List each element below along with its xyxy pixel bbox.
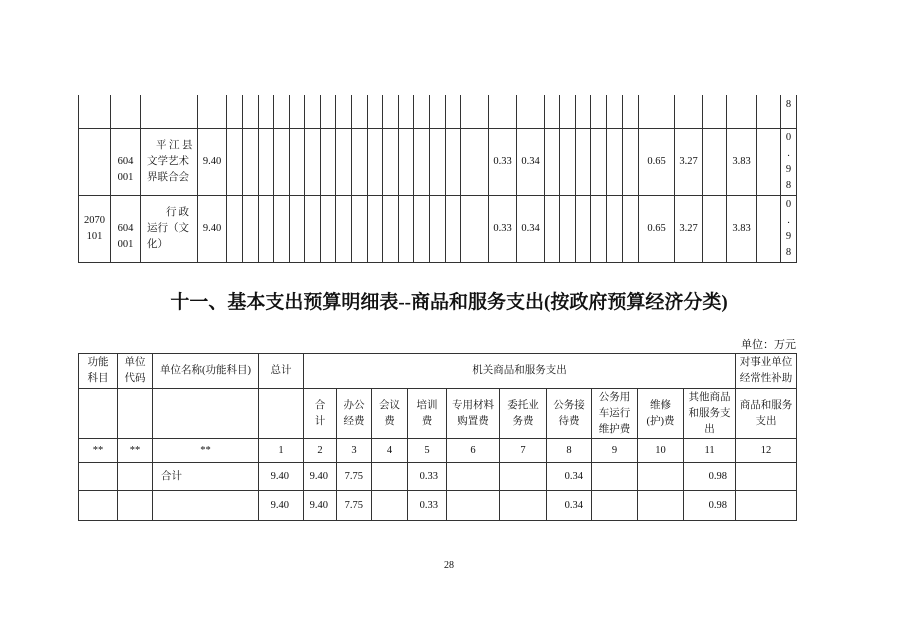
cell-text-line: 出 (704, 423, 715, 435)
unit-code-cell (118, 491, 153, 521)
cell-text-line: 支出 (755, 415, 777, 427)
office-cell: 7.75 (337, 491, 372, 521)
subheader-reception (547, 389, 592, 439)
cell-text-line: 办公 (343, 399, 365, 411)
cell-text-line: 务费 (512, 415, 534, 427)
cell-text-line: 会议 (379, 399, 400, 411)
subheader-materials (447, 389, 500, 439)
cell-text-line: 604 (117, 155, 134, 167)
cell-text-line: 9 (785, 163, 792, 175)
cell-text-line: 代码 (124, 373, 146, 384)
empty-cell (446, 95, 461, 128)
page-number: 28 (444, 560, 454, 571)
index-cell: ** (118, 439, 153, 463)
amount-cell: 0.34 (517, 195, 545, 262)
subheader-repair (638, 389, 684, 439)
index-cell: 3 (337, 439, 372, 463)
vehicle-cell (592, 463, 638, 491)
empty-cell (623, 195, 639, 262)
unit-code-cell (111, 195, 141, 262)
index-cell: 12 (736, 439, 797, 463)
header-unit-name: 单位名称(功能科目) (153, 354, 259, 389)
cell-text-line: 行政 (166, 206, 191, 218)
subheader-meeting (372, 389, 408, 439)
meeting-cell (372, 463, 408, 491)
office-cell: 7.75 (337, 463, 372, 491)
cell-text-line: . (787, 147, 790, 159)
empty-cell (517, 95, 545, 128)
empty-cell (757, 128, 781, 195)
subheader-other (684, 389, 736, 439)
subtotal-cell: 9.40 (304, 491, 337, 521)
cell-text-line: 车运行 (598, 407, 631, 419)
index-cell: 9 (592, 439, 638, 463)
subsidy-cell (736, 463, 797, 491)
func-code-cell (79, 128, 111, 195)
repair-cell (638, 491, 684, 521)
cell-text-line: 科目 (87, 373, 109, 384)
table-row (79, 195, 797, 262)
empty-cell (576, 95, 591, 128)
subheader-vehicle (592, 389, 638, 439)
empty-cell (336, 195, 352, 262)
amount-cell: 3.83 (727, 128, 757, 195)
empty-cell (274, 195, 290, 262)
empty-cell (591, 128, 607, 195)
cell-text-line: 8 (785, 99, 792, 110)
unit-code-cell (111, 128, 141, 195)
empty-cell (227, 195, 243, 262)
empty-cell (414, 128, 430, 195)
index-cell: ** (153, 439, 259, 463)
subheader-commission (500, 389, 547, 439)
empty-cell (430, 95, 446, 128)
table-row (79, 95, 797, 128)
cell-text-line: 待费 (558, 415, 580, 427)
empty-cell (259, 195, 274, 262)
empty-cell (290, 195, 305, 262)
unit-code-cell (111, 95, 141, 128)
cell-text-line: 维修 (650, 399, 671, 411)
cell-text-line: 对事业单位 (739, 357, 793, 368)
empty-cell (227, 95, 243, 128)
cell-text-line: 费 (421, 415, 433, 427)
empty-cell (79, 389, 118, 439)
amount-cell: 0.65 (639, 128, 675, 195)
vehicle-cell (592, 491, 638, 521)
cell-text-line: 费 (384, 415, 395, 427)
header-org-goods-services: 机关商品和服务支出 (304, 354, 736, 389)
amount-cell: 0.33 (489, 128, 517, 195)
training-cell: 0.33 (408, 491, 447, 521)
subheader-training (408, 389, 447, 439)
func-code-cell (79, 195, 111, 262)
total-cell: 9.40 (259, 491, 304, 521)
empty-cell (607, 128, 623, 195)
empty-cell (290, 95, 305, 128)
empty-cell (368, 95, 383, 128)
amount-cell: 3.27 (675, 128, 703, 195)
empty-cell (321, 195, 336, 262)
empty-cell (560, 195, 576, 262)
index-cell: 1 (259, 439, 304, 463)
empty-cell (703, 128, 727, 195)
cell-text-line: 单位 (124, 357, 146, 368)
unit-name-cell (141, 128, 198, 195)
empty-cell (243, 95, 259, 128)
cell-text-line: 化） (147, 238, 168, 250)
cell-text-line: 604 (117, 222, 134, 234)
empty-cell (414, 95, 430, 128)
reception-cell: 0.34 (547, 491, 592, 521)
total-cell (198, 95, 227, 128)
empty-cell (243, 128, 259, 195)
cell-text-line: 公务接 (553, 399, 585, 411)
empty-cell (352, 128, 368, 195)
empty-cell (545, 195, 560, 262)
cell-text-line: 计 (314, 415, 326, 427)
header-func-subject (79, 354, 118, 389)
materials-cell (447, 463, 500, 491)
section-title: 十一、基本支出预算明细表--商品和服务支出(按政府预算经济分类) (170, 292, 728, 313)
empty-cell (560, 95, 576, 128)
empty-cell (336, 128, 352, 195)
header-institution-subsidy (736, 354, 797, 389)
func-code-cell (79, 491, 118, 521)
empty-cell (703, 195, 727, 262)
subsidy-cell (736, 491, 797, 521)
subheader-row (79, 389, 797, 439)
empty-cell (290, 128, 305, 195)
empty-cell (607, 95, 623, 128)
empty-cell (305, 128, 321, 195)
cell-text-line: 0 (785, 131, 792, 143)
cell-text-line: 8 (785, 179, 792, 191)
empty-cell (336, 95, 352, 128)
empty-cell (399, 95, 414, 128)
index-cell: 5 (408, 439, 447, 463)
func-code-cell (79, 95, 111, 128)
cell-text-line: 和服务支 (688, 407, 731, 419)
column-index-row (79, 439, 797, 463)
subheader-office (337, 389, 372, 439)
cell-text-line: 培训 (416, 399, 438, 411)
empty-cell (259, 389, 304, 439)
unit-code-cell (118, 463, 153, 491)
wrapped-amount-cell (781, 128, 797, 195)
cell-text-line: 其他商品 (688, 391, 731, 403)
total-cell: 9.40 (259, 463, 304, 491)
cell-text-line: 8 (785, 246, 792, 258)
cell-text-line: 维护费 (598, 423, 631, 435)
cell-text-line: 公务用 (598, 391, 631, 403)
empty-cell (591, 95, 607, 128)
empty-cell (545, 95, 560, 128)
empty-cell (461, 128, 489, 195)
empty-cell (321, 128, 336, 195)
goods-services-expenditure-table (78, 353, 797, 521)
index-cell: ** (79, 439, 118, 463)
empty-cell (243, 195, 259, 262)
other-cell: 0.98 (684, 491, 736, 521)
total-cell: 9.40 (198, 195, 227, 262)
cell-text-line: 9 (785, 230, 792, 242)
empty-cell (675, 95, 703, 128)
header-total: 总计 (259, 354, 304, 389)
empty-cell (227, 128, 243, 195)
cell-text-line: 101 (86, 230, 103, 242)
empty-cell (118, 389, 153, 439)
commission-cell (500, 463, 547, 491)
cell-text-line: (护)费 (646, 415, 675, 427)
reception-cell: 0.34 (547, 463, 592, 491)
cell-text-line: 经费 (343, 415, 365, 427)
empty-cell (352, 195, 368, 262)
cell-text-line: . (787, 214, 790, 226)
cell-text-line: 平江县 (156, 139, 195, 151)
amount-cell: 0.65 (639, 195, 675, 262)
cell-text-line: 委托业 (507, 399, 539, 411)
total-cell: 9.40 (198, 128, 227, 195)
table-row (79, 491, 797, 521)
cell-text-line: 001 (117, 238, 134, 250)
subtotal-cell: 9.40 (304, 463, 337, 491)
unit-name-cell (153, 491, 259, 521)
empty-cell (153, 389, 259, 439)
amount-cell: 3.83 (727, 195, 757, 262)
header-row (79, 354, 797, 389)
index-cell: 6 (447, 439, 500, 463)
func-code-cell (79, 463, 118, 491)
table-row (79, 463, 797, 491)
empty-cell (489, 95, 517, 128)
empty-cell (576, 128, 591, 195)
cell-text-line: 商品和服务 (739, 399, 793, 411)
header-unit-code (118, 354, 153, 389)
other-cell: 0.98 (684, 463, 736, 491)
empty-cell (757, 195, 781, 262)
empty-cell (399, 195, 414, 262)
cell-text-line: 功能 (87, 357, 109, 368)
amount-cell: 0.33 (489, 195, 517, 262)
cell-text-line: 0 (785, 198, 792, 210)
index-cell: 4 (372, 439, 408, 463)
empty-cell (461, 195, 489, 262)
empty-cell (545, 128, 560, 195)
index-cell: 7 (500, 439, 547, 463)
cell-text-line: 运行（文 (147, 222, 189, 234)
cell-text-line: 合 (314, 399, 326, 411)
empty-cell (368, 128, 383, 195)
commission-cell (500, 491, 547, 521)
empty-cell (757, 95, 781, 128)
wrapped-amount-cell (781, 195, 797, 262)
empty-cell (383, 95, 399, 128)
cell-text-line: 专用材料 (452, 399, 494, 411)
empty-cell (414, 195, 430, 262)
empty-cell (399, 128, 414, 195)
empty-cell (305, 95, 321, 128)
subheader-subtotal (304, 389, 337, 439)
subheader-subsidy-goods (736, 389, 797, 439)
unit-name-cell (141, 95, 198, 128)
empty-cell (461, 95, 489, 128)
repair-cell (638, 463, 684, 491)
materials-cell (447, 491, 500, 521)
unit-name-cell (141, 195, 198, 262)
empty-cell (576, 195, 591, 262)
empty-cell (274, 95, 290, 128)
empty-cell (321, 95, 336, 128)
empty-cell (446, 128, 461, 195)
empty-cell (607, 195, 623, 262)
empty-cell (383, 128, 399, 195)
empty-cell (352, 95, 368, 128)
table-row (79, 128, 797, 195)
empty-cell (259, 128, 274, 195)
cell-text-line: 界联合会 (147, 171, 189, 183)
cell-text-line: 经常性补助 (739, 373, 793, 384)
training-cell: 0.33 (408, 463, 447, 491)
empty-cell (639, 95, 675, 128)
unit-label: 单位：万元 (741, 339, 796, 351)
meeting-cell (372, 491, 408, 521)
unit-name-cell: 合计 (153, 463, 259, 491)
empty-cell (259, 95, 274, 128)
empty-cell (591, 195, 607, 262)
cell-text-line: 文学艺术 (147, 155, 189, 167)
amount-cell: 3.27 (675, 195, 703, 262)
empty-cell (703, 95, 727, 128)
cell-text-line: 2070 (84, 214, 105, 226)
empty-cell (430, 128, 446, 195)
index-cell: 11 (684, 439, 736, 463)
empty-cell (623, 95, 639, 128)
index-cell: 10 (638, 439, 684, 463)
empty-cell (623, 128, 639, 195)
empty-cell (274, 128, 290, 195)
empty-cell (727, 95, 757, 128)
empty-cell (383, 195, 399, 262)
empty-cell (560, 128, 576, 195)
empty-cell (305, 195, 321, 262)
cell-text-line: 001 (117, 171, 134, 183)
empty-cell (446, 195, 461, 262)
amount-cell: 0.34 (517, 128, 545, 195)
empty-cell (430, 195, 446, 262)
cell-text-line: 购置费 (457, 415, 489, 427)
empty-cell (368, 195, 383, 262)
index-cell: 2 (304, 439, 337, 463)
index-cell: 8 (547, 439, 592, 463)
wrapped-amount-cell (781, 95, 797, 128)
continued-detail-table (78, 95, 797, 263)
